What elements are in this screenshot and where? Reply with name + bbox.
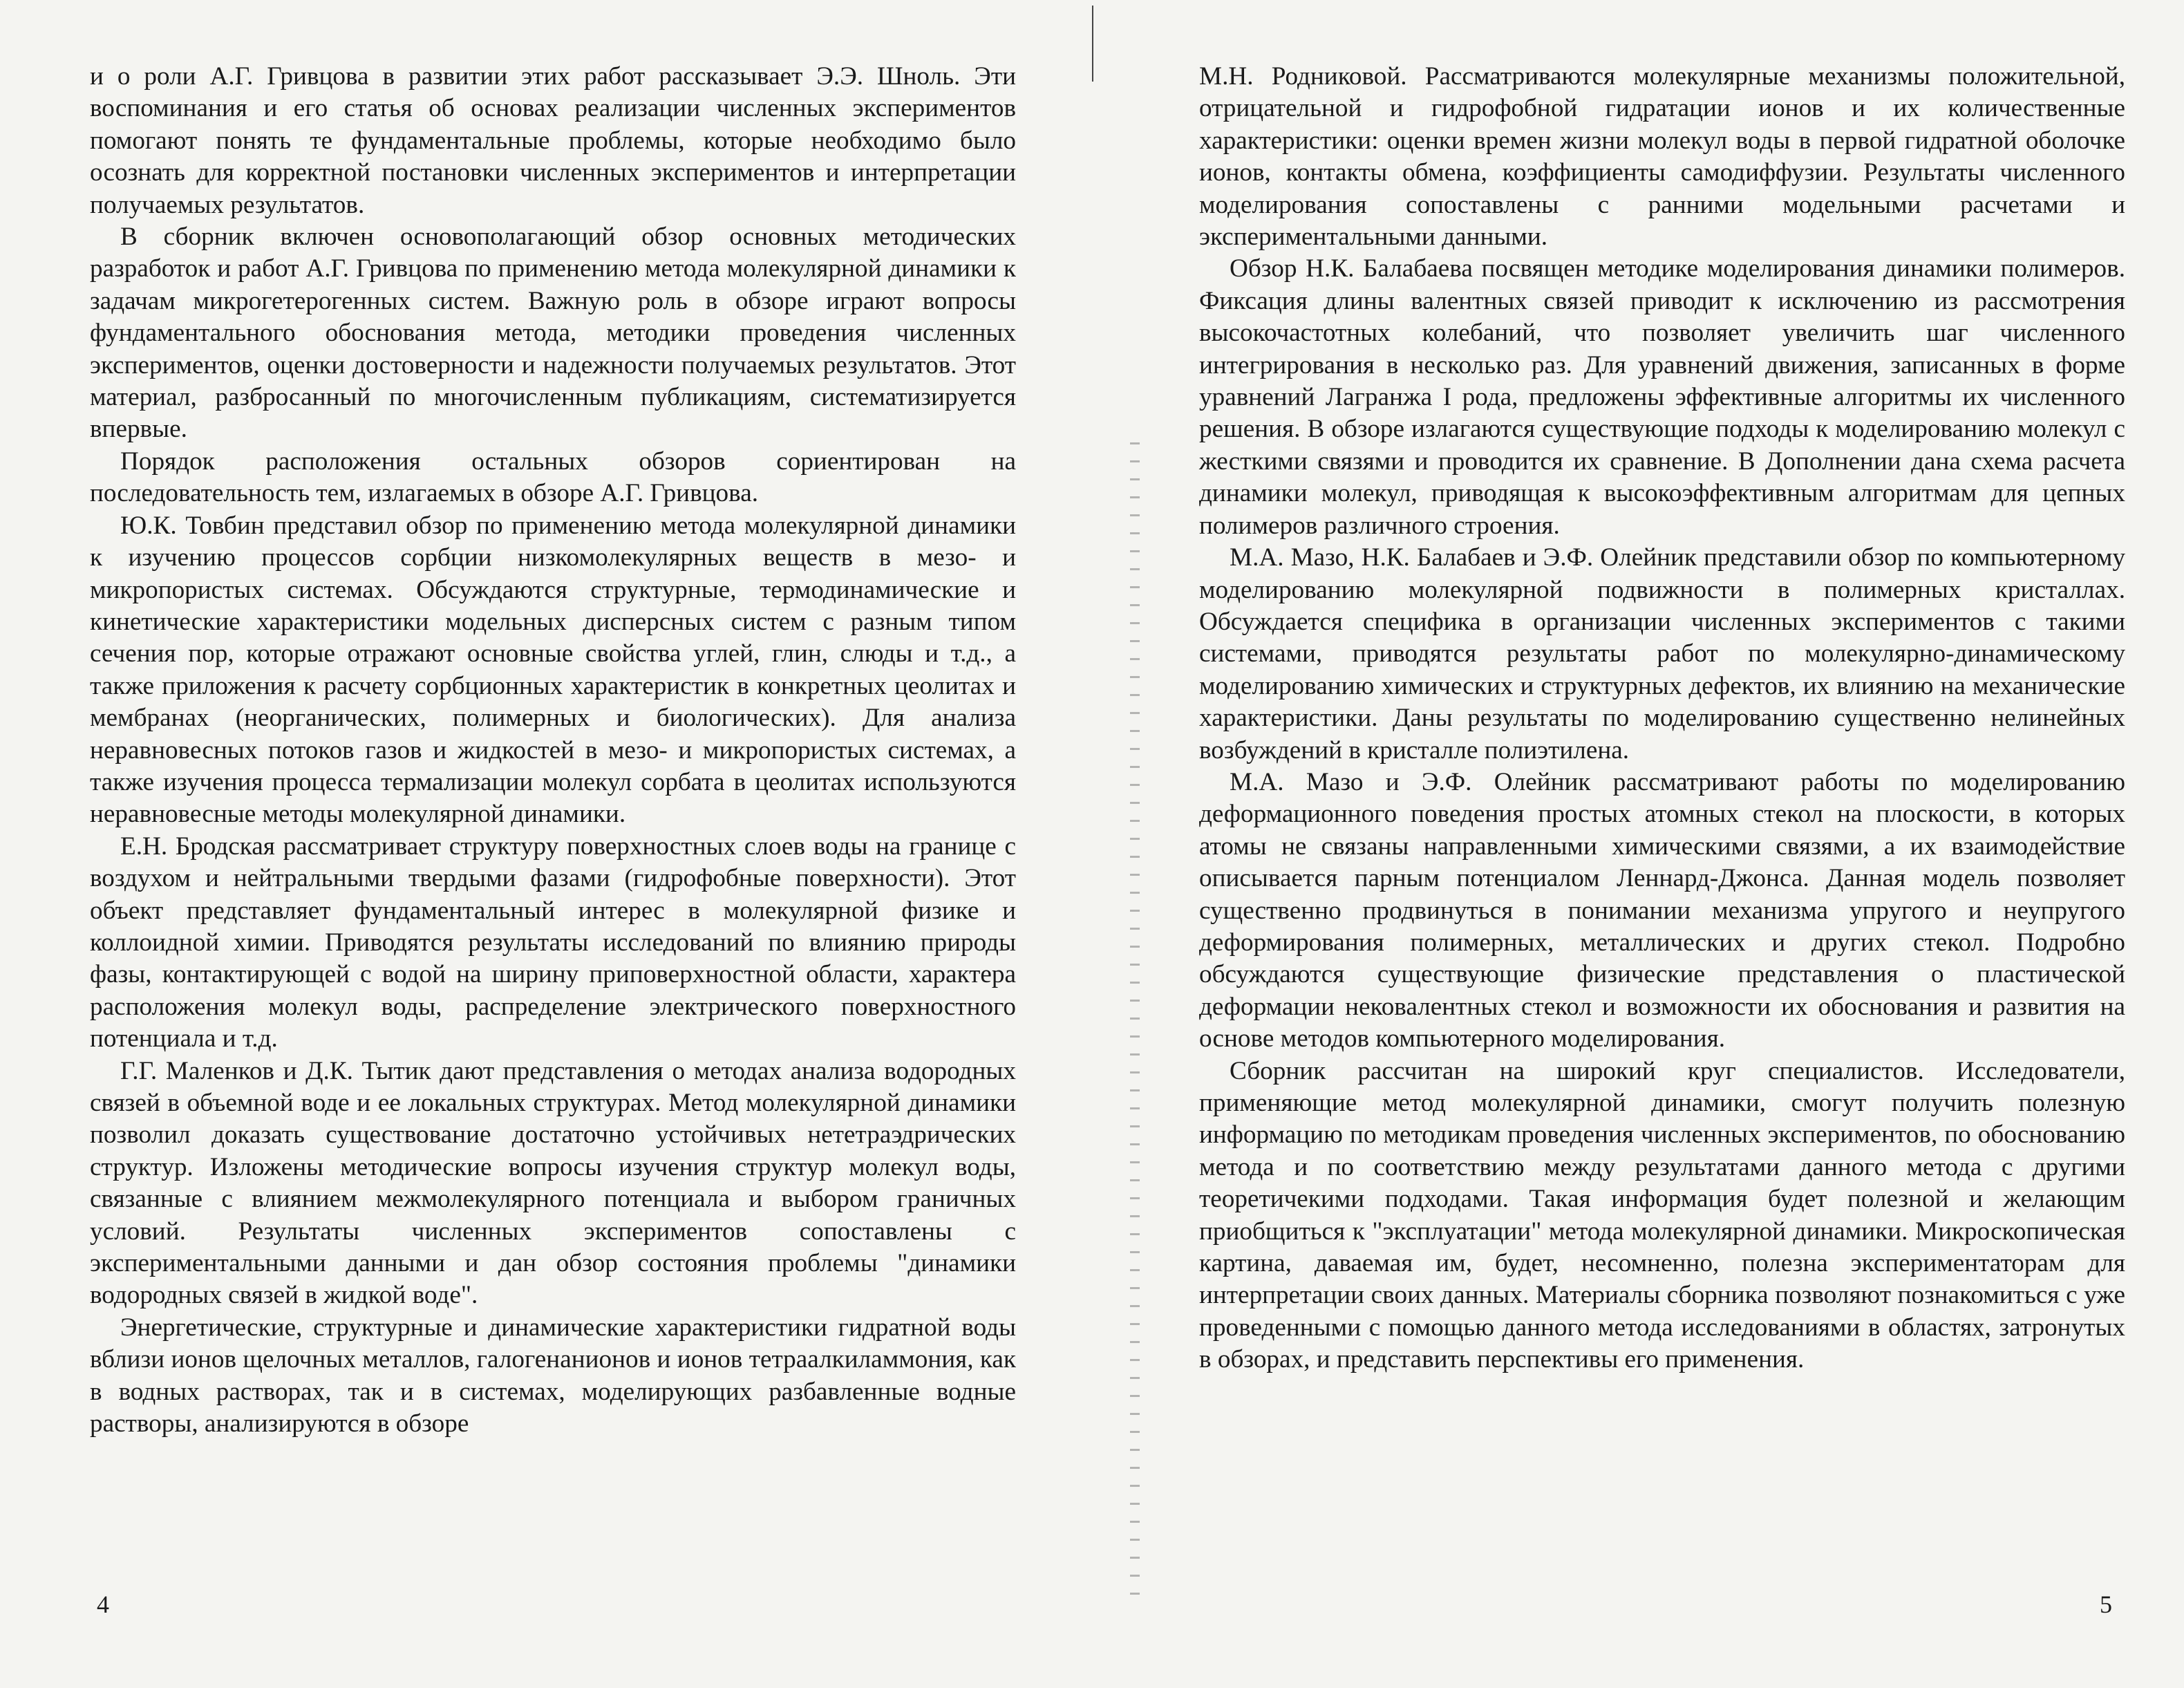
paragraph: М.А. Мазо, Н.К. Балабаев и Э.Ф. Олейник представили обзор по компьютерному моделированию молекулярной подвижности в полимерных кристаллах. Обсуждается специфика в организации численных экспериментов с такими системами, приводятся результаты работ по молекулярно-динамическому моделированию химических и структурных дефектов, их влиянию на механические характеристики. Даны результаты по моделированию существенно нелинейных возбуждений в кристалле полиэтилена. [1199,543,2125,765]
paragraph: Порядок расположения остальных обзоров сориентирован на последовательность тем, излагаемых в обзоре А.Г. Гривцова. [90,447,1016,508]
right-page [1092,0,2184,1688]
paragraph: Е.Н. Бродская рассматривает структуру поверхностных слоев воды на границе с воздухом и нейтральными твердыми фазами (гидрофобные поверхности). Этот объект представляет фундаментальный интерес в молекулярной физике и коллоидной химии. Приводятся результаты исследований по влиянию природы фазы, контактирующей с водой на ширину приповерхностной области, характера расположения молекул воды, распределение электрического поверхностного потенциала и т.д. [90,832,1016,1053]
paragraph: В сборник включен основополагающий обзор основных методических разработок и работ А.Г. Гривцова по применению метода молекулярной динамики к задачам микрогетерогенных систем. Важную роль в обзоре играют вопросы фундаментального обоснования метода, методики проведения численных экспериментов, оценки достоверности и надежности получаемых результатов. Этот материал, разбросанный по многочисленным публикациям, систематизируется впервые. [90,223,1016,444]
left-page-text [90,61,1016,1440]
paragraph: М.Н. Родниковой. Рассматриваются молекулярные механизмы положительной, отрицательной и гидрофобной гидратации ионов и их количественные характеристики: оценки времен жизни молекул воды в первой гидратной оболочке ионов, контакты обмена, коэффициенты самодиффузии. Результаты численного моделирования сопоставлены с ранними модельными расчетами и экспериментальными данными. [1199,62,2125,252]
paragraph: Сборник рассчитан на широкий круг специалистов. Исследователи, применяющие метод молекулярной динамики, смогут получить полезную информацию по методикам проведения численных экспериментов, по обоснованию метода и по соответствию между результатами данного метода с другими теоретичекими подходами. Такая информация будет полезной и желающим приобщиться к "эксплуатации" метода молекулярной динамики. Микроскопическая картина, даваемая им, будет, несомненно, полезна экспериментаторам для интерпретации своих данных. Материалы сборника позволяют познакомиться с уже проведенными с помощью данного метода исследованиями в областях, затронутых в обзорах, и представить перспективы его применения. [1199,1056,2125,1374]
right-page-text [1199,61,2125,1376]
paragraph: Ю.К. Товбин представил обзор по применению метода молекулярной динамики к изучению процессов сорбции низкомолекулярных веществ в мезо- и микропористых системах. Обсуждаются структурные, термодинамические и кинетические характеристики модельных дисперсных систем с разным типом сечения пор, которые отражают основные свойства углей, глин, слюды и т.д., а также приложения к расчету сорбционных характеристик в конкретных цеолитах и мембранах (неорганических, полимерных и биологических). Для анализа неравновесных потоков газов и жидкостей в мезо- и микропористых системах, а также изучения процесса термализации молекул сорбата в цеолитах используются неравновесные методы молекулярной динамики. [90,511,1016,829]
paragraph: и о роли А.Г. Гривцова в развитии этих работ рассказывает Э.Э. Шноль. Эти воспоминания и его статья об основах реализации численных экспериментов помогают понять те фундаментальные проблемы, которые необходимо было осознать для корректной постановки численных экспериментов и интерпретации получаемых результатов. [90,62,1016,219]
paragraph: М.А. Мазо и Э.Ф. Олейник рассматривают работы по моделированию деформационного поведения простых атомных стекол на плоскости, в которых атомы не связаны направленными химическими связями, а их взаимодействие описывается парным потенциалом Леннард-Джонса. Данная модель позволяет существенно продвинуться в понимании механизма упругого и неупругого деформирования полимерных, металлических и других стекол. Подробно обсуждаются существующие физические представления о пластической деформации нековалентных стекол и возможности их обоснования и развития на основе методов компьютерного моделирования. [1199,767,2125,1053]
page-number: 4 [97,1591,109,1618]
paragraph: Обзор Н.К. Балабаева посвящен методике моделирования динамики полимеров. Фиксация длины валентных связей приводит к исключению из рассмотрения высокочастотных колебаний, что позволяет увеличить шаг численного интегрирования в несколько раз. Для уравнений движения, записанных в форме уравнений Лагранжа I рода, предложены эффективные алгоритмы их численного решения. В обзоре излагаются существующие подходы к моделированию молекул с жесткими связями и проводится их сравнение. В Дополнении дана схема расчета динамики молекул, приводящая к высокоэффективным алгоритмам для цепных полимеров различного строения. [1199,254,2125,540]
paragraph: Энергетические, структурные и динамические характеристики гидратной воды вблизи ионов щелочных металлов, галогенанионов и ионов тетраалкиламмония, как в водных растворах, так и в системах, моделирующих разбавленные водные растворы, анализируются в обзоре [90,1313,1016,1438]
page-number: 5 [2100,1591,2112,1618]
paragraph: Г.Г. Маленков и Д.К. Тытик дают представления о методах анализа водородных связей в объемной воде и ее локальных структурах. Метод молекулярной динамики позволил доказать существование достаточно устойчивых нететраэдрических структур. Изложены методические вопросы изучения структур молекул воды, связанные с влиянием межмолекулярного потенциала и выбором граничных условий. Результаты численных экспериментов сопоставлены с экспериментальными данными и дан обзор состояния проблемы "динамики водородных связей в жидкой воде". [90,1056,1016,1310]
